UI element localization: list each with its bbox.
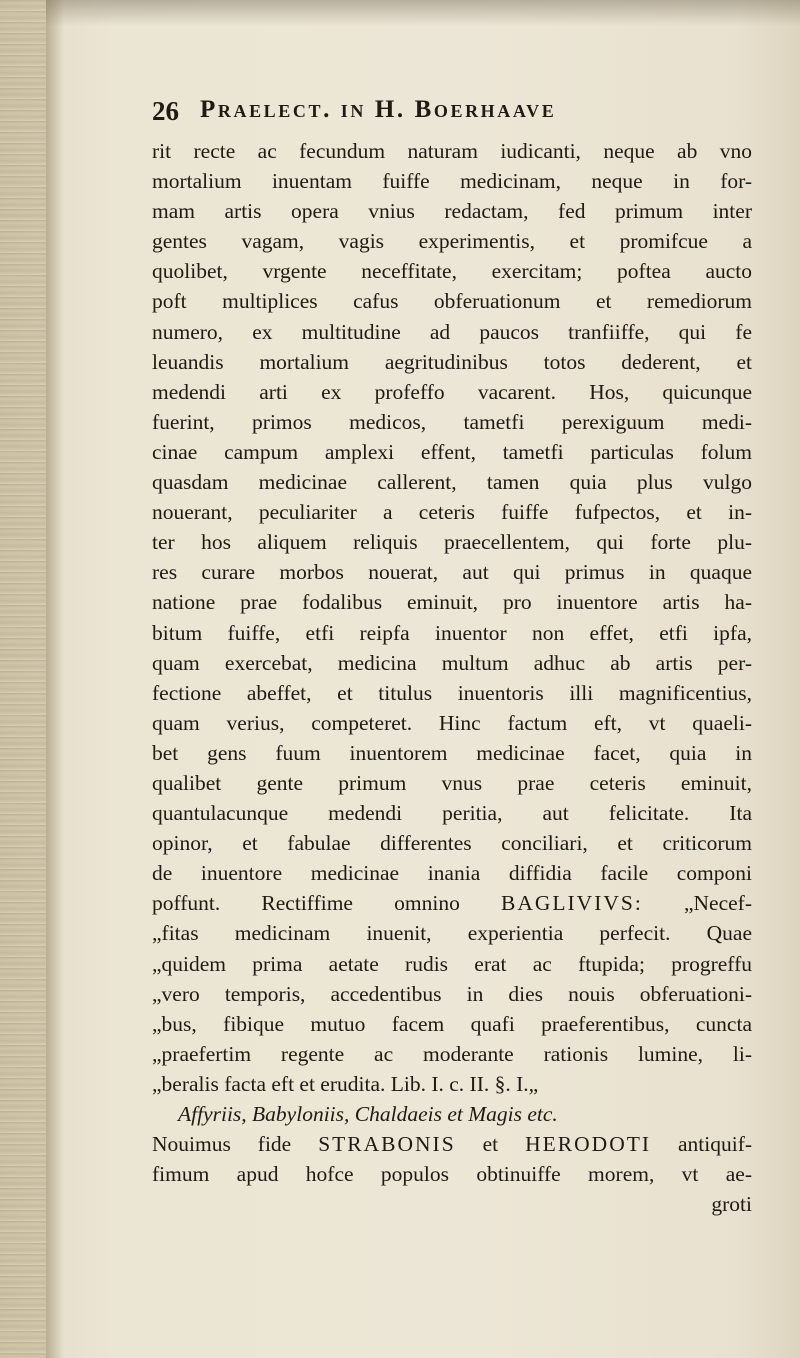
author-name-herodotus: HERODOTI [525, 1132, 652, 1157]
catchword: groti [711, 1192, 752, 1217]
text-line: fimum apud hofce populos obtinuiffe morem, vt ae- [152, 1162, 752, 1187]
text-line: medendi arti ex profeffo vacarent. Hos, quicunque [152, 379, 752, 404]
book-gutter [0, 0, 46, 1358]
text-line-with-authors [152, 1129, 752, 1159]
author-name-strabo: STRABONIS [318, 1132, 456, 1157]
text-line: fectione abeffet, et titulus inuentoris illi magnificentius, [152, 680, 752, 705]
text-line: cinae campum amplexi effent, tametfi particulas folum [152, 439, 752, 464]
text-line: quantulacunque medendi peritia, aut felicitate. Ita [152, 801, 752, 826]
text-line: numero, ex multitudine ad paucos tranfiiffe, qui fe [152, 319, 752, 344]
text-line: quam verius, competeret. Hinc factum eft, vt quaeli- [152, 710, 752, 735]
text-line: res curare morbos nouerat, aut qui primus in quaque [152, 560, 752, 585]
text-line: rit recte ac fecundum naturam iudicanti, neque ab vno [152, 139, 752, 163]
text-line: fuerint, primos medicos, tametfi perexiguum medi- [152, 409, 752, 434]
text-line-with-citation [152, 888, 752, 918]
text-line: mam artis opera vnius redactam, fed primum inter [152, 199, 752, 224]
text-segment: Nouimus fide [152, 1132, 292, 1157]
text-segment: „Necef- [683, 891, 753, 916]
quote-line-reference: „beralis facta eft et erudita. Lib. I. c. II. §. I.„ [152, 1071, 539, 1096]
text-line: quolibet, vrgente neceffitate, exercitam; poftea aucto [152, 259, 752, 284]
text-line: de inuentore medicinae inania diffidia facile componi [152, 861, 752, 886]
quote-line: „vero temporis, accedentibus in dies nouis obferuationi- [152, 981, 752, 1006]
running-head: Praelect. in H. Boerhaave [200, 96, 557, 123]
quote-line: „fitas medicinam inuenit, experientia perfecit. Quae [152, 921, 752, 946]
quote-line: „praefertim regente ac moderante rationis lumine, li- [152, 1041, 752, 1066]
text-line: ter hos aliquem reliquis praecellentem, qui forte plu- [152, 530, 752, 555]
text-segment: et [482, 1132, 499, 1157]
gutter-shadow [46, 0, 64, 1358]
page-number: 26 [152, 96, 179, 126]
top-edge-shadow [46, 0, 800, 26]
text-line: qualibet gente primum vnus prae ceteris eminuit, [152, 770, 752, 795]
text-line: nouerant, peculiariter a ceteris fuiffe fufpectos, et in- [152, 500, 752, 525]
text-line: mortalium inuentam fuiffe medicinam, neque in for- [152, 169, 752, 194]
text-line: bet gens fuum inuentorem medicinae facet, quia in [152, 740, 752, 765]
text-line: bitum fuiffe, etfi reipfa inuentor non effet, etfi ipfa, [152, 620, 752, 645]
text-line: quam exercebat, medicina multum adhuc ab artis per- [152, 650, 752, 675]
text-line: natione prae fodalibus eminuit, pro inuentore artis ha- [152, 590, 752, 615]
quote-line: „quidem prima aetate rudis erat ac ftupida; progreffu [152, 951, 752, 976]
text-line: leuandis mortalium aegritudinibus totos dederent, et [152, 349, 752, 374]
author-name-baglivius: BAGLIVIVS: [500, 891, 643, 916]
body-text [152, 136, 752, 1219]
page-header [152, 96, 742, 136]
section-heading: Affyriis, Babyloniis, Chaldaeis et Magis etc. [178, 1102, 558, 1126]
text-line: quasdam medicinae callerent, tamen quia plus vulgo [152, 470, 752, 495]
text-segment: antiquif- [677, 1132, 753, 1157]
text-line: opinor, et fabulae differentes conciliari, et criticorum [152, 831, 752, 856]
text-line: gentes vagam, vagis experimentis, et promifcue a [152, 229, 752, 254]
text-line: poft multiplices cafus obferuationum et remediorum [152, 289, 752, 314]
text-segment: poffunt. Rectiffime omnino [152, 891, 460, 916]
quote-line: „bus, fibique mutuo facem quafi praeferentibus, cuncta [152, 1011, 752, 1036]
